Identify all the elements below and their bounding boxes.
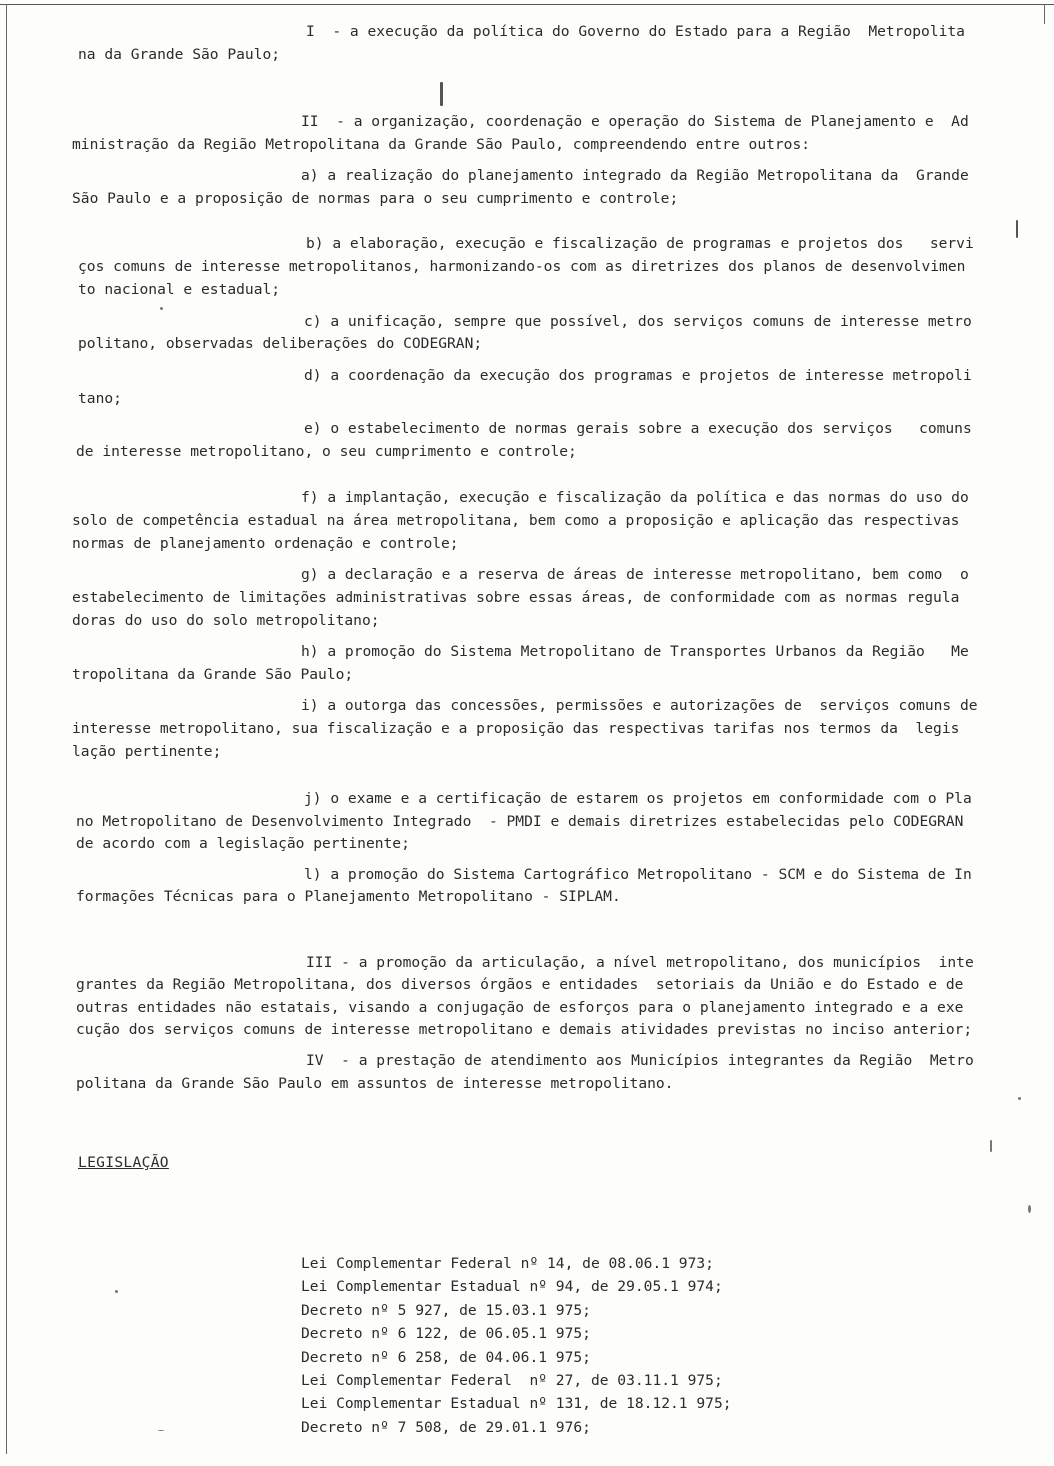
item-i-line-3: lação pertinente; — [72, 743, 222, 760]
scan-mark — [440, 82, 443, 106]
scan-mark — [990, 1140, 992, 1152]
scan-mark — [115, 1290, 118, 1293]
item-III-line-1: III - a promoção da articulação, a nível metropolitano, dos municípios inte — [306, 954, 974, 971]
scan-mark — [160, 307, 163, 310]
legislation-item: Decreto nº 5 927, de 15.03.1 975; — [301, 1301, 591, 1319]
item-b-line-2: ços comuns de interesse metropolitanos, harmonizando-os com as diretrizes dos planos de desenvolvimen — [78, 258, 966, 275]
item-II-line-2: ministração da Região Metropolitana da Grande São Paulo, compreendendo entre outros: — [72, 136, 811, 153]
item-l-line-1: l) a promoção do Sistema Cartográfico Metropolitano - SCM e do Sistema de In — [304, 866, 972, 883]
item-IV-line-1: IV - a prestação de atendimento aos Municípios integrantes da Região Metro — [306, 1052, 974, 1069]
right-border-mark — [1044, 4, 1045, 24]
item-e-line-1: e) o estabelecimento de normas gerais sobre a execução dos serviços comuns — [304, 420, 972, 437]
item-j-line-3: de acordo com a legislação pertinente; — [76, 835, 410, 852]
top-border-line — [0, 4, 1054, 5]
scan-mark — [1016, 220, 1018, 238]
item-III-line-4: cução dos serviços comuns de interesse metropolitano e demais atividades previstas no inciso anterior; — [76, 1021, 973, 1038]
item-g-line-2: estabelecimento de limitações administrativas sobre essas áreas, de conformidade com as normas regula — [72, 589, 960, 606]
item-III-line-2: grantes da Região Metropolitana, dos diversos órgãos e entidades setoriais da União e do Estado e de — [76, 976, 964, 993]
item-h-line-1: h) a promoção do Sistema Metropolitano de Transportes Urbanos da Região Me — [301, 643, 969, 660]
legislation-list — [301, 1252, 732, 1439]
legislation-item: Lei Complementar Estadual nº 94, de 29.05.1 974; — [301, 1278, 723, 1296]
scan-mark — [1018, 1097, 1021, 1100]
item-f-line-2: solo de competência estadual na área metropolitana, bem como a proposição e aplicação das respectivas — [72, 512, 960, 529]
item-I-line-2: na da Grande São Paulo; — [78, 46, 281, 63]
left-border-line — [6, 4, 7, 1454]
item-i-line-2: interesse metropolitano, sua fiscalização e a proposição das respectivas tarifas nos termos da legis — [72, 720, 960, 737]
legislation-item: Decreto nº 6 122, de 06.05.1 975; — [301, 1325, 591, 1343]
item-j-line-2: no Metropolitano de Desenvolvimento Integrado - PMDI e demais diretrizes estabelecidas pelo CODEGRAN — [76, 813, 964, 830]
item-a-line-2: São Paulo e a proposição de normas para o seu cumprimento e controle; — [72, 190, 679, 207]
legislation-item: Lei Complementar Estadual nº 131, de 18.12.1 975; — [301, 1395, 732, 1413]
scan-mark — [158, 1430, 164, 1431]
item-b-line-3: to nacional e estadual; — [78, 281, 281, 298]
item-g-line-1: g) a declaração e a reserva de áreas de interesse metropolitano, bem como o — [301, 566, 969, 583]
item-I-line-1: I - a execução da política do Governo do Estado para a Região Metropolita — [306, 23, 965, 40]
item-c-line-1: c) a unificação, sempre que possível, dos serviços comuns de interesse metro — [304, 313, 972, 330]
item-i-line-1: i) a outorga das concessões, permissões e autorizações de serviços comuns de — [301, 697, 978, 714]
item-II-line-1: II - a organização, coordenação e operação do Sistema de Planejamento e Ad — [301, 113, 969, 130]
legislation-item: Lei Complementar Federal nº 27, de 03.11.1 975; — [301, 1372, 723, 1390]
legislation-item: Lei Complementar Federal nº 14, de 08.06.1 973; — [301, 1255, 714, 1272]
item-a-line-1: a) a realização do planejamento integrado da Região Metropolitana da Grande — [301, 167, 969, 184]
item-c-line-2: politano, observadas deliberações do CODEGRAN; — [78, 335, 483, 352]
item-f-line-1: f) a implantação, execução e fiscalização da política e das normas do uso do — [301, 489, 969, 506]
item-l-line-2: formações Técnicas para o Planejamento Metropolitano - SIPLAM. — [76, 888, 621, 905]
scan-mark — [1028, 1205, 1031, 1213]
item-d-line-2: tano; — [78, 390, 122, 407]
item-III-line-3: outras entidades não estatais, visando a conjugação de esforços para o planejamento integrado e a exe — [76, 999, 964, 1016]
item-h-line-2: tropolitana da Grande São Paulo; — [72, 666, 354, 683]
item-d-line-1: d) a coordenação da execução dos programas e projetos de interesse metropoli — [304, 367, 972, 384]
item-g-line-3: doras do uso do solo metropolitano; — [72, 612, 380, 629]
item-f-line-3: normas de planejamento ordenação e controle; — [72, 535, 459, 552]
legislation-item: Decreto nº 6 258, de 04.06.1 975; — [301, 1348, 591, 1366]
item-j-line-1: j) o exame e a certificação de estarem os projetos em conformidade com o Pla — [304, 790, 972, 807]
item-e-line-2: de interesse metropolitano, o seu cumprimento e controle; — [76, 443, 577, 460]
legislation-item: Decreto nº 7 508, de 29.01.1 976; — [301, 1418, 591, 1436]
item-b-line-1: b) a elaboração, execução e fiscalização de programas e projetos dos servi — [306, 235, 974, 252]
legislation-heading: LEGISLAÇÃO — [78, 1154, 169, 1171]
item-IV-line-2: politana da Grande São Paulo em assuntos de interesse metropolitano. — [76, 1075, 674, 1092]
